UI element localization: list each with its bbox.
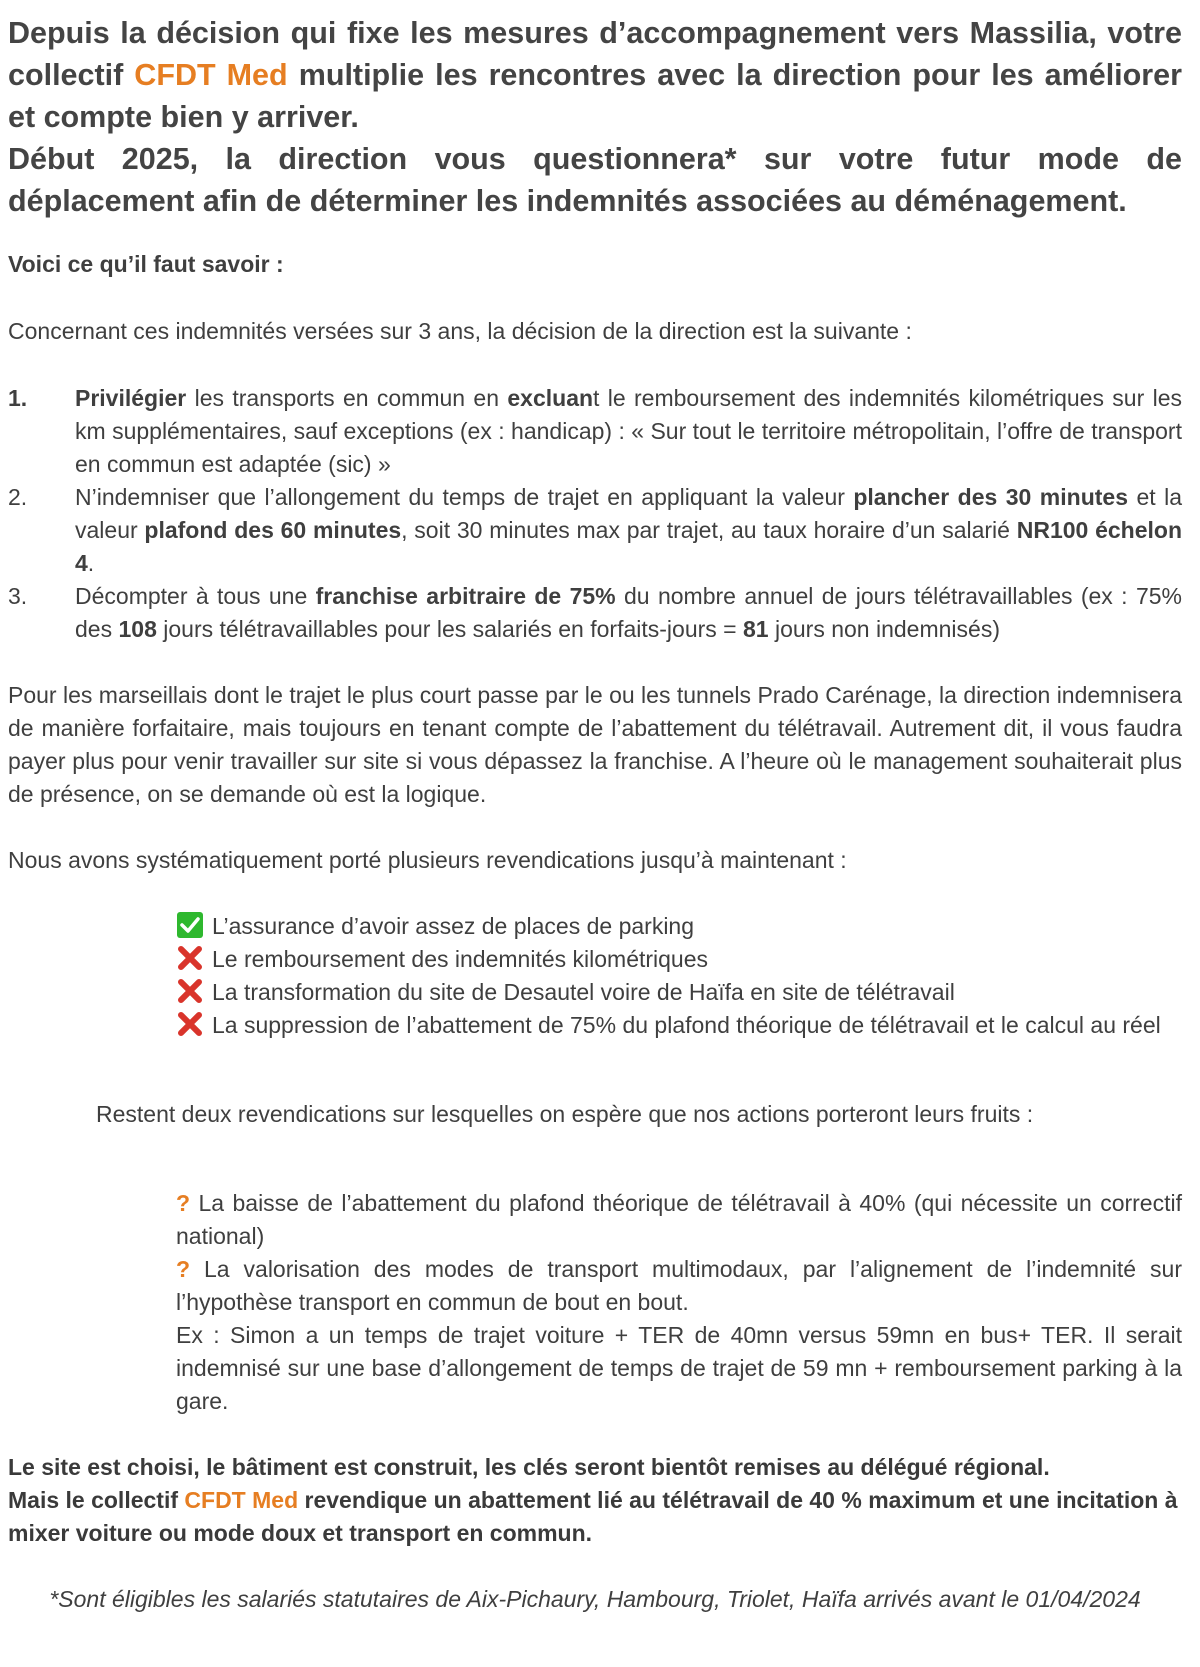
decision-item-1 — [8, 382, 1182, 481]
claim-item-1 — [176, 910, 1182, 943]
bold-text: excluan — [507, 385, 594, 411]
remaining-item-1 — [176, 1187, 1182, 1253]
closing-line-1: Le site est choisi, le bâtiment est construit, les clés seront bientôt remises au délégué régional. — [8, 1454, 1050, 1480]
question-mark-icon: ? — [176, 1190, 191, 1216]
document-page — [8, 12, 1182, 1616]
decision-item-2 — [8, 481, 1182, 580]
text: jours télétravaillables pour les salariés en forfaits-jours = — [156, 616, 743, 642]
remaining-list — [176, 1187, 1182, 1418]
text: . — [87, 550, 95, 576]
example-text: Ex : Simon a un temps de trajet voiture + TER de 40mn versus 59mn en bus+ TER. Il serait indemnisé sur une base d’allongement de temps de trajet de 59 mn + remboursement parking à la gare. — [176, 1322, 1182, 1414]
intro-paragraph-2: Début 2025, la direction vous questionnera* sur votre futur mode de déplacement afin de déterminer les indemnités associées au déménagement. — [8, 142, 1182, 218]
decision-item-3 — [8, 580, 1182, 646]
know-heading: Voici ce qu’il faut savoir : — [8, 251, 284, 277]
tunnel-paragraph: Pour les marseillais dont le trajet le plus court passe par le ou les tunnels Prado Carénage, la direction indemnisera de manière forfaitaire, mais toujours en tenant compte de l’abattement du télétravail. Autrement dit, il vous faudra payer plus pour venir travailler sur site si vous dépassez la franchise. A l’heure où le management souhaiterait plus de présence, on se demande où est la logique. — [8, 682, 1182, 807]
claims-list — [176, 910, 1182, 1042]
bold-text: 108 — [118, 616, 157, 642]
intro-paragraph-1 — [8, 12, 1182, 138]
cross-mark-icon — [176, 1010, 204, 1038]
brand-name: CFDT Med — [134, 58, 288, 92]
text: N’indemniser que l’allongement du temps de trajet en appliquant la valeur — [75, 484, 854, 510]
bold-text: plafond des 60 minutes — [144, 517, 402, 543]
claim-text: Le remboursement des indemnités kilométriques — [212, 946, 709, 972]
footnote: *Sont éligibles les salariés statutaires de Aix-Pichaury, Hambourg, Triolet, Haïfa arrivés avant le 01/04/2024 — [49, 1586, 1141, 1612]
text: Décompter à tous une — [75, 583, 316, 609]
intro-text-a: Depuis la décision qui fixe les mesures d’accompagnement vers Massilia, votre collectif — [8, 16, 1182, 92]
remaining-intro: Restent deux revendications sur lesquelles on espère que nos actions porteront leurs fruits : — [96, 1101, 1034, 1127]
decision-intro: Concernant ces indemnités versées sur 3 ans, la décision de la direction est la suivante : — [8, 318, 912, 344]
bold-text: plancher des 30 minutes — [853, 484, 1128, 510]
bold-text: franchise arbitraire de 75% — [315, 583, 616, 609]
remaining-text: La baisse de l’abattement du plafond théorique de télétravail à 40% (qui nécessite un correctif national) — [176, 1190, 1182, 1249]
claim-text: L’assurance d’avoir assez de places de parking — [212, 913, 695, 939]
text: du nombre annuel de jours télétravaillables (ex : 75% des — [75, 583, 1182, 642]
text: , soit 30 minutes max par trajet, au taux horaire d’un salarié — [401, 517, 1017, 543]
intro-text-b: multiplie les rencontres avec la direction pour les améliorer et compte bien y arriver. — [8, 58, 1182, 134]
check-mark-icon — [176, 911, 204, 939]
bold-text: 81 — [743, 616, 769, 642]
list-number: 2. — [8, 484, 28, 510]
bold-text: Privilégier — [75, 385, 187, 411]
closing-line-2 — [8, 1484, 1182, 1550]
claim-text: La suppression de l’abattement de 75% du plafond théorique de télétravail et le calcul au réel — [212, 1012, 1161, 1038]
claim-text: La transformation du site de Desautel voire de Haïfa en site de télétravail — [212, 979, 955, 1005]
text: et la valeur — [75, 484, 1182, 543]
closing-text-a: Mais le collectif — [8, 1487, 185, 1513]
claims-intro: Nous avons systématiquement porté plusieurs revendications jusqu’à maintenant : — [8, 847, 847, 873]
list-number: 1. — [8, 385, 28, 411]
remaining-text: La valorisation des modes de transport multimodaux, par l’alignement de l’indemnité sur l’hypothèse transport en commun de bout en bout. — [176, 1256, 1182, 1315]
closing-text-b: revendique un abattement lié au télétravail de 40 % maximum et une incitation à mixer voiture ou mode doux et transport en commun. — [8, 1487, 1178, 1546]
cross-mark-icon — [176, 977, 204, 1005]
remaining-item-2 — [176, 1253, 1182, 1319]
cross-mark-icon — [176, 944, 204, 972]
claim-item-3 — [176, 976, 1182, 1009]
text: t le remboursement des indemnités kilométriques sur les km supplémentaires, sauf exceptions (ex : handicap) : « Sur tout le territoire métropolitain, l’offre de transport en commun est adaptée (sic) » — [75, 385, 1183, 477]
question-mark-icon: ? — [176, 1256, 191, 1282]
claim-item-4 — [176, 1009, 1182, 1042]
text: jours non indemnisés) — [768, 616, 1000, 642]
brand-name: CFDT Med — [184, 1487, 299, 1513]
text: les transports en commun en — [186, 385, 508, 411]
bold-text: NR100 échelon 4 — [75, 517, 1182, 576]
claim-item-2 — [176, 943, 1182, 976]
list-number: 3. — [8, 583, 28, 609]
decision-list — [8, 382, 1182, 646]
